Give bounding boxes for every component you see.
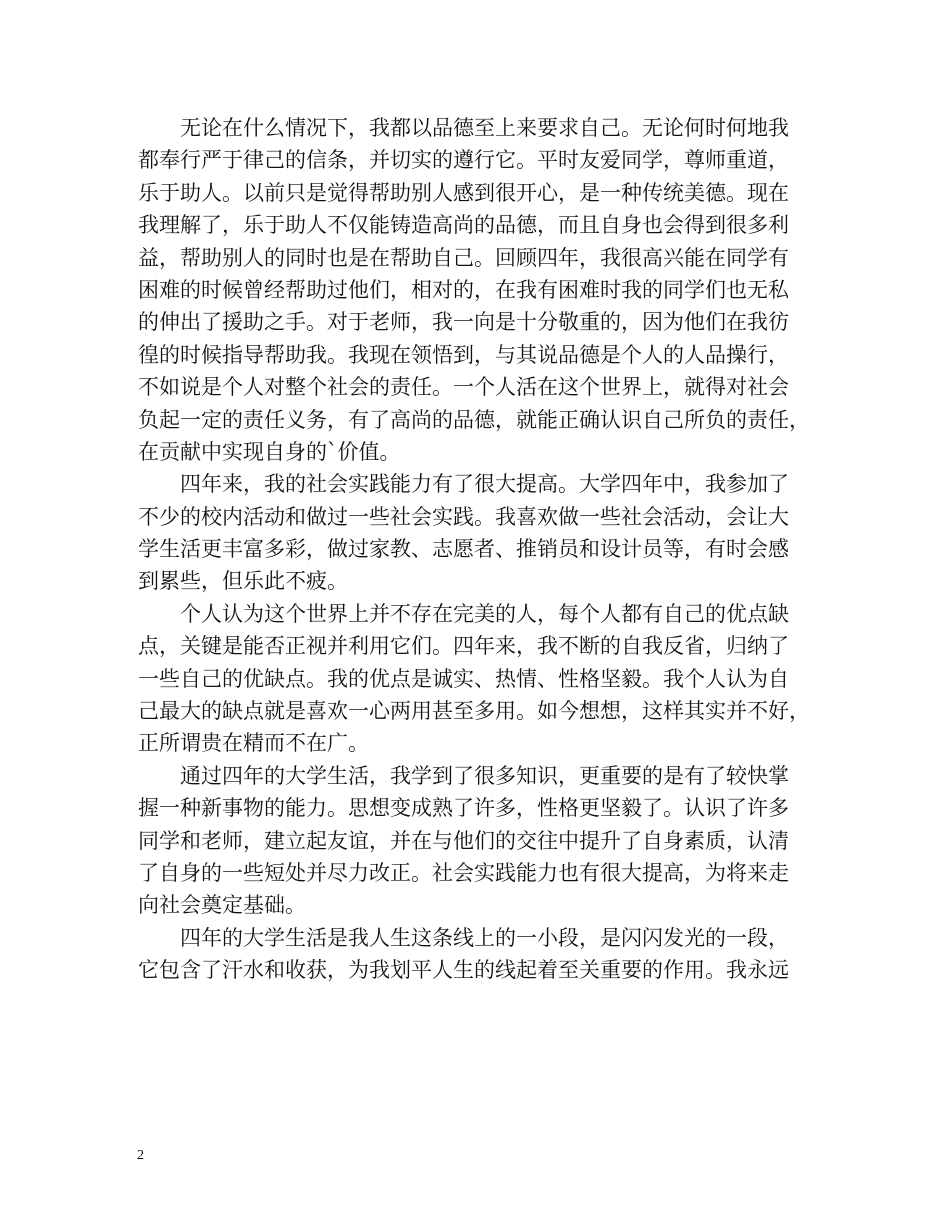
text-line: 一些自己的优缺点。我的优点是诚实、热情、性格坚毅。我个人认为自 <box>138 666 789 691</box>
text-line: 不少的校内活动和做过一些社会实践。我喜欢做一些社会活动，会让大 <box>138 504 789 529</box>
text-line: 都奉行严于律己的信条，并切实的遵行它。平时友爱同学，尊师重道， <box>138 148 789 173</box>
text-line: 个人认为这个世界上并不存在完美的人，每个人都有自己的优点缺 <box>180 601 789 626</box>
paragraph-3 <box>138 598 828 760</box>
text-line: 了自身的一些短处并尽力改正。社会实践能力也有很大提高，为将来走 <box>138 860 789 885</box>
text-line: 通过四年的大学生活，我学到了很多知识，更重要的是有了较快掌 <box>180 763 789 788</box>
text-line: 它包含了汗水和收获，为我划平人生的线起着至关重要的作用。我永远 <box>138 958 789 983</box>
text-line: 四年来，我的社会实践能力有了很大提高。大学四年中，我参加了 <box>180 472 789 497</box>
text-line: 同学和老师，建立起友谊，并在与他们的交往中提升了自身素质，认清 <box>138 828 789 853</box>
text-line: 益，帮助别人的同时也是在帮助自己。回顾四年，我很高兴能在同学有 <box>138 245 789 270</box>
page-number: 2 <box>137 1148 144 1163</box>
text-line: 我理解了，乐于助人不仅能铸造高尚的品德，而且自身也会得到很多利 <box>138 213 789 238</box>
text-line: 学生活更丰富多彩，做过家教、志愿者、推销员和设计员等，有时会感 <box>138 537 789 562</box>
document-body <box>138 112 828 987</box>
text-line: 徨的时候指导帮助我。我现在领悟到，与其说品德是个人的人品操行， <box>138 342 789 367</box>
text-line: 负起一定的责任义务，有了高尚的品德，就能正确认识自己所负的责任， <box>138 407 810 432</box>
text-line: 无论在什么情况下，我都以品德至上来要求自己。无论何时何地我 <box>180 116 789 140</box>
text-line: 握一种新事物的能力。思想变成熟了许多，性格更坚毅了。认识了许多 <box>138 796 789 821</box>
text-line: 到累些，但乐此不疲。 <box>138 569 348 594</box>
text-line: 困难的时候曾经帮助过他们，相对的，在我有困难时我的同学们也无私 <box>138 277 789 302</box>
text-line: 的伸出了援助之手。对于老师，我一向是十分敬重的，因为他们在我彷 <box>138 310 789 335</box>
paragraph-4 <box>138 760 828 922</box>
paragraph-2 <box>138 468 828 598</box>
paragraph-1 <box>138 112 828 468</box>
paragraph-5 <box>138 922 828 987</box>
text-line: 正所谓贵在精而不在广。 <box>138 731 369 756</box>
text-line: 点，关键是能否正视并利用它们。四年来，我不断的自我反省，归纳了 <box>138 634 789 659</box>
text-line: 不如说是个人对整个社会的责任。一个人活在这个世界上，就得对社会 <box>138 375 789 400</box>
text-line: 四年的大学生活是我人生这条线上的一小段，是闪闪发光的一段， <box>180 925 789 950</box>
text-line: 向社会奠定基础。 <box>138 893 306 918</box>
text-line: 己最大的缺点就是喜欢一心两用甚至多用。如今想想，这样其实并不好， <box>138 699 810 724</box>
text-line: 在贡献中实现自身的`价值。 <box>138 439 401 464</box>
text-line: 乐于助人。以前只是觉得帮助别人感到很开心，是一种传统美德。现在 <box>138 180 789 205</box>
